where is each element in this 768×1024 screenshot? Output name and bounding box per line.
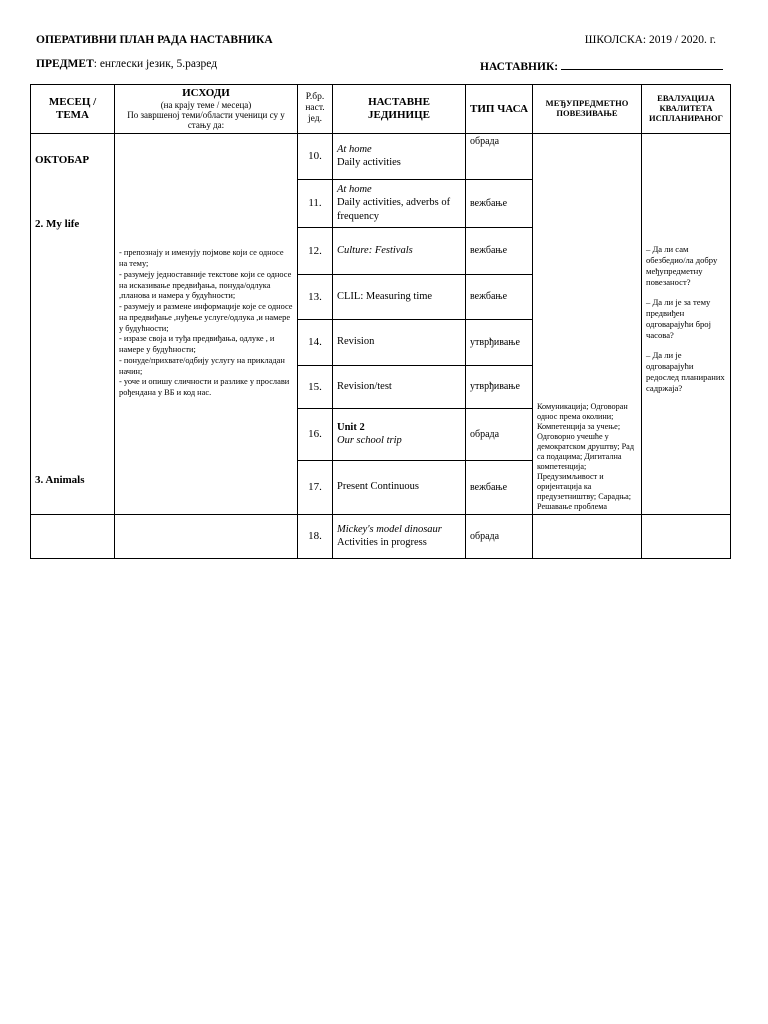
evaluation-cell-empty	[642, 514, 731, 558]
header-outcomes-sub1: (на крају теме / месеца)	[160, 99, 252, 110]
header-type: ТИП ЧАСА	[466, 85, 533, 134]
lesson-unit-subtitle: Daily activities	[337, 157, 401, 169]
subject-line	[36, 58, 217, 70]
month-label: ОКТОБАР	[35, 153, 90, 166]
lesson-type: обрада	[466, 514, 533, 558]
lesson-number: 17.	[298, 460, 333, 514]
teacher-blank-line	[561, 58, 723, 70]
table-row	[31, 514, 731, 558]
plan-table	[30, 84, 731, 559]
lesson-unit-title: At home	[337, 143, 372, 155]
topic-my-life: 2. My life	[35, 217, 80, 230]
document-title: ОПЕРАТИВНИ ПЛАН РАДА НАСТАВНИКА	[36, 34, 273, 46]
lesson-number: 11.	[298, 179, 333, 227]
lesson-number: 16.	[298, 408, 333, 460]
evaluation-cell	[642, 133, 731, 514]
lesson-type: вежбање	[466, 179, 533, 227]
lesson-type: обрада	[466, 408, 533, 460]
lesson-number: 12.	[298, 227, 333, 274]
outcomes-cell	[115, 133, 298, 514]
lesson-unit-title: Mickey's model dinosaur	[337, 523, 442, 535]
outcome-item: - изразе своја и туђа предвиђања, одлуке , и намере у будућности;	[119, 334, 275, 355]
month-topic-cell	[31, 133, 115, 514]
lesson-number: 14.	[298, 319, 333, 365]
lesson-unit: Revision	[333, 319, 466, 365]
evaluation-question: – Да ли је одговарајући редослед планираних садржаја?	[646, 350, 725, 394]
lesson-unit	[333, 514, 466, 558]
lesson-type: обрада	[466, 133, 533, 179]
lesson-number: 18.	[298, 514, 333, 558]
header-evaluation: ЕВАЛУАЦИЈА КВАЛИТЕТА ИСПЛАНИРАНОГ	[642, 85, 731, 134]
lesson-unit	[333, 133, 466, 179]
header-row	[31, 85, 731, 134]
outcome-item: - уоче и опишу сличности и разлике у прослави рођендана у ВБ и код нас.	[119, 377, 290, 398]
lesson-unit	[333, 227, 466, 274]
lesson-unit: Present Continuous	[333, 460, 466, 514]
subject-value: : енглески језик, 5.разред	[93, 58, 218, 70]
teacher-line	[480, 58, 723, 73]
header-units: НАСТАВНЕ ЈЕДИНИЦЕ	[333, 85, 466, 134]
outcomes-cell-empty	[115, 514, 298, 558]
lesson-unit-subtitle: Our school trip	[337, 435, 402, 447]
lesson-number: 15.	[298, 365, 333, 408]
header-outcomes-title: ИСХОДИ	[182, 87, 230, 99]
lesson-unit-title: Culture: Festivals	[337, 244, 413, 256]
header-outcomes	[115, 85, 298, 134]
outcome-item: - разумеју и размене информације које се односе на предвиђање ,нуђење услуге/одлука ,и намере у будућности;	[119, 302, 293, 333]
school-year: ШКОЛСКА: 2019 / 2020. г.	[584, 34, 716, 46]
header-number: Р.бр. наст. јед.	[298, 85, 333, 134]
table-row	[31, 133, 731, 179]
lesson-unit: Revision/test	[333, 365, 466, 408]
lesson-type: утврђивање	[466, 365, 533, 408]
lesson-number: 10.	[298, 133, 333, 179]
topic-animals: 3. Animals	[35, 473, 85, 486]
lesson-number: 13.	[298, 274, 333, 319]
header-outcomes-sub2: По завршеној теми/области ученици су у стању да:	[127, 109, 285, 131]
lesson-type: вежбање	[466, 460, 533, 514]
outcome-item: - разумеју једноставније текстове који се односе на исказивање предвиђања, понуда/одлука ,планова и намера у будућности;	[119, 269, 292, 301]
lesson-unit: CLIL: Measuring time	[333, 274, 466, 319]
cross-subject-cell: Комуникација; Одговоран однос према околини; Компетенција за учење; Одговорно учешће у демократском друштву; Рад са подацима; Дигитална компетенција; Предузимљивост и оријентација ка предузетништву; Сарадња; Решавање проблема	[533, 133, 642, 514]
lesson-unit-title: At home	[337, 183, 372, 195]
outcome-item: - понуде/прихвате/одбију услугу на прикладан начин;	[119, 355, 285, 376]
outcome-item: - препознају и именују појмове који се односе на тему;	[119, 248, 284, 269]
header-cross-subject: МЕЂУПРЕДМЕТНО ПОВЕЗИВАЊЕ	[533, 85, 642, 134]
month-topic-cell-empty	[31, 514, 115, 558]
lesson-unit-title: Unit 2	[337, 421, 365, 433]
lesson-unit	[333, 408, 466, 460]
cross-subject-cell-empty	[533, 514, 642, 558]
evaluation-question: – Да ли је за тему предвиђен одговарајући број часова?	[646, 297, 711, 341]
lesson-type: вежбање	[466, 227, 533, 274]
lesson-unit	[333, 179, 466, 227]
subject-label: ПРЕДМЕТ	[36, 58, 94, 70]
lesson-type: вежбање	[466, 274, 533, 319]
lesson-type: утврђивање	[466, 319, 533, 365]
header-month: МЕСЕЦ / ТЕМА	[31, 85, 115, 134]
teacher-label: НАСТАВНИК:	[480, 61, 559, 73]
evaluation-question: – Да ли сам обезбедио/ла добру међупредметну повезаност?	[646, 244, 718, 288]
lesson-unit-subtitle: Activities in progress	[337, 537, 427, 549]
lesson-unit-subtitle: Daily activities, adverbs of frequency	[337, 197, 451, 222]
